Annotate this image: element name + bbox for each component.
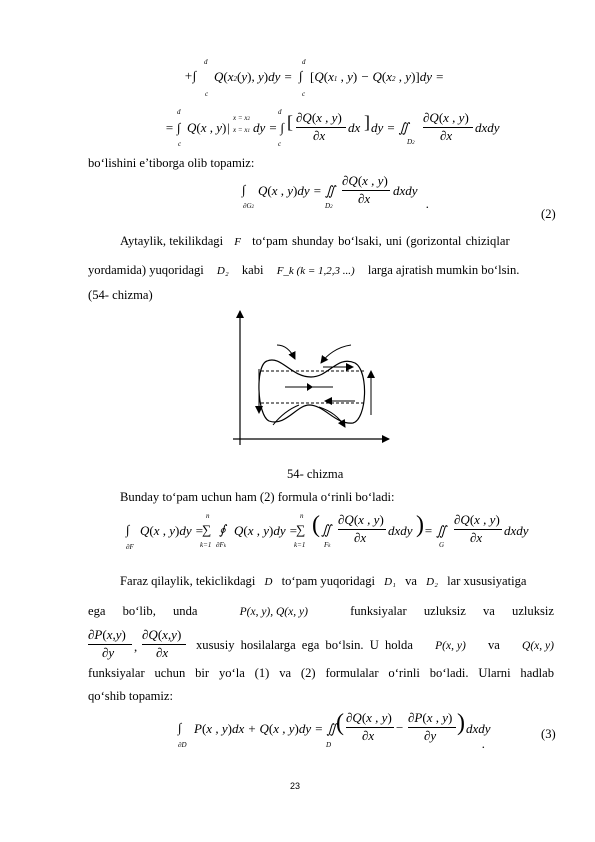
para1-text-e: larga ajratish mumkin bo‘lsin. <box>367 263 520 277</box>
equation-2: ∫ ∂G2 Q(x , y)dy = ∬ D2 ∂Q(x , y) ∂x dxdy . <box>242 173 430 211</box>
symbol-D1: D₁ <box>384 576 396 588</box>
symbol-PQ: P(x, y), Q(x, y) <box>239 606 308 618</box>
para1-line1 <box>120 233 554 250</box>
para3-text-b: to‘pam yuqoridagi <box>281 574 375 588</box>
equation-sum: ∫ ∂F Q(x , y)dy = n ∑ k=1 ∮ ∂Fk Q(x , y)dy = n ∑ k=1 ( ∬ Fk ∂Q(x , y) ∂x dxdy ) = ∬ G ∂Q(x , y) ∂x dxdy <box>126 512 529 551</box>
equation-top-line1: d +∫ c Q(x2(y), y)dy = d ∫ c [Q(x1 , y) − Q(x2 , y)]dy = <box>184 58 445 98</box>
symbol-Q: Q(x, y) <box>522 640 554 652</box>
symbol-D2: D₂ <box>216 265 229 277</box>
equation-2-number: (2) <box>541 207 556 221</box>
para3-text-a: Faraz qilaylik, tekiclikdagi <box>120 574 256 588</box>
para1-line3: (54- chizma) <box>88 288 153 302</box>
para3-line1 <box>120 573 526 590</box>
symbol-F: F <box>234 236 241 248</box>
para3-text-d: lar xususiyatiga <box>447 574 527 588</box>
para1-text-b: to‘pam shunday bo‘lsaki, uni (gorizontal chiziqlar <box>252 234 510 248</box>
para2: Bunday to‘pam uchun ham (2) formula o‘rinli bo‘ladi: <box>120 490 395 504</box>
para1-text-a: Aytaylik, tekilikdagi <box>120 234 224 248</box>
partial-derivatives: ∂P(x,y) ∂y , ∂Q(x,y) ∂x <box>88 627 198 663</box>
page-number: 23 <box>290 781 301 791</box>
para1-text-d: kabi <box>241 263 264 277</box>
symbol-Fk: F_k (k = 1,2,3 ...) <box>276 265 355 277</box>
middle-arrow <box>307 383 313 391</box>
figure-54 <box>225 305 395 450</box>
symbol-D2-b: D₂ <box>426 576 438 588</box>
equation-3-number: (3) <box>541 727 556 741</box>
symbol-P: P(x, y) <box>435 640 466 652</box>
para3-line3 <box>196 637 554 654</box>
para3-text-e: ega bo‘lib, unda <box>88 604 198 618</box>
region-boundary <box>259 360 365 423</box>
upper-arc-left <box>277 345 295 359</box>
text-line-after-eq1: bo‘lishini e’tiborga olib topamiz: <box>88 156 255 170</box>
para3-line2 <box>88 603 554 620</box>
para3-text-g: xususiy hosilalarga ega bo‘lsin. U holda <box>196 638 413 652</box>
symbol-D: D <box>264 576 273 588</box>
para1-text-c: yordamida) yuqoridagi <box>88 263 204 277</box>
para3-text-c: va <box>405 574 417 588</box>
equation-3: ∫ ∂D P(x , y)dx + Q(x , y)dy = ∬ D ( ∂Q(x , y) ∂x − ∂P(x , y) ∂y ) dxdy . <box>178 710 491 751</box>
para3-text-h: va <box>487 638 500 652</box>
equation-top-line2: d = ∫ c Q(x , y)| x = x2 x = x1 dy = ∫ d c [ ∂Q(x , y) ∂x dx ] dy = ∬ D2 ∂Q(x , y) ∂x dxdy <box>165 108 500 148</box>
figure-caption: 54- chizma <box>287 467 344 481</box>
para3-line4: funksiyalar uchun bir yo‘la (1) va (2) formulalar o‘rinli bo‘ladi. Ularni hadlab <box>88 666 554 680</box>
upper-arc-right <box>321 345 351 363</box>
para3-line5: qo‘shib topamiz: <box>88 689 173 703</box>
para3-text-f: funksiyalar uzluksiz va uzluksiz <box>350 604 554 618</box>
para1-line2 <box>88 262 554 279</box>
